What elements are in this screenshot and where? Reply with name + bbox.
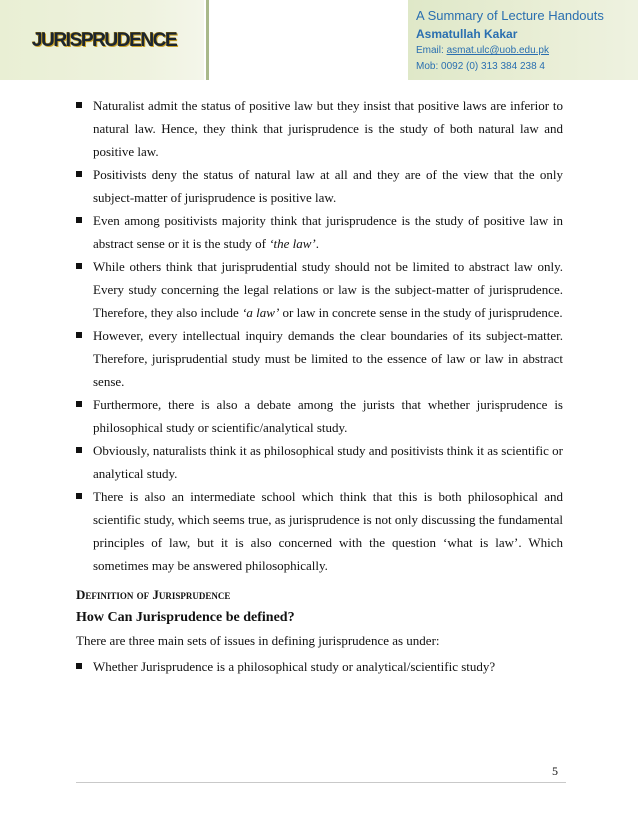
square-bullet-icon <box>76 447 82 453</box>
list-item: While others think that jurisprudential study should not be limited to abstract law only. Every study concerning the legal relations or law is the subject-matter of jurisprudence. Therefore, they also include ‘a law’ or law in concrete sense in the study of jurisprudence. <box>76 255 563 324</box>
page-content <box>76 94 563 678</box>
page-number: 5 <box>552 764 558 778</box>
intro-paragraph: There are three main sets of issues in defining jurisprudence as under: <box>76 633 440 648</box>
handout-title: A Summary of Lecture Handouts <box>416 8 604 23</box>
subheading: How Can Jurisprudence be defined? <box>76 610 295 625</box>
header-divider <box>206 0 209 80</box>
square-bullet-icon <box>76 663 82 669</box>
square-bullet-icon <box>76 102 82 108</box>
author-name: Asmatullah Kakar <box>416 27 518 41</box>
list-item: However, every intellectual inquiry demands the clear boundaries of its subject-matter. Therefore, jurisprudential study must be limited to the essence of law or law in abstract sense. <box>76 324 563 393</box>
list-item: Whether Jurisprudence is a philosophical study or analytical/scientific study? <box>76 655 563 678</box>
email-link[interactable]: asmat.ulc@uob.edu.pk <box>446 45 549 56</box>
author-mobile: Mob: 0092 (0) 313 384 238 4 <box>416 61 545 72</box>
author-email: Email: asmat.ulc@uob.edu.pk <box>416 45 549 56</box>
list-item: Even among positivists majority think that jurisprudence is the study of positive law in abstract sense or it is the study of ‘the law’. <box>76 209 563 255</box>
list-item: Furthermore, there is also a debate among the jurists that whether jurisprudence is philosophical study or scientific/analytical study. <box>76 393 563 439</box>
footer-divider <box>76 782 566 783</box>
square-bullet-icon <box>76 263 82 269</box>
header-logo-panel <box>0 0 204 80</box>
list-item: Obviously, naturalists think it as philosophical study and positivists think it as scientific or analytical study. <box>76 439 563 485</box>
list-item: Positivists deny the status of natural law at all and they are of the view that the only subject-matter of jurisprudence is positive law. <box>76 163 563 209</box>
page-header <box>0 0 638 80</box>
square-bullet-icon <box>76 493 82 499</box>
square-bullet-icon <box>76 171 82 177</box>
bullet-list <box>76 94 563 577</box>
square-bullet-icon <box>76 401 82 407</box>
jurisprudence-logo: JURISPRUDENCE <box>32 30 177 51</box>
list-item: There is also an intermediate school which think that this is both philosophical and scientific study, which seems true, as jurisprudence is not only discussing the fundamental principles of law, but it is also concerned with the question ‘what is law’. Which sometimes may be answered philosophically. <box>76 485 563 577</box>
square-bullet-icon <box>76 332 82 338</box>
square-bullet-icon <box>76 217 82 223</box>
definition-issues-list <box>76 655 563 678</box>
list-item: Naturalist admit the status of positive law but they insist that positive laws are inferior to natural law. Hence, they think that jurisprudence is the study of both natural law and positive law. <box>76 94 563 163</box>
section-heading: Definition of Jurisprudence <box>76 587 231 602</box>
